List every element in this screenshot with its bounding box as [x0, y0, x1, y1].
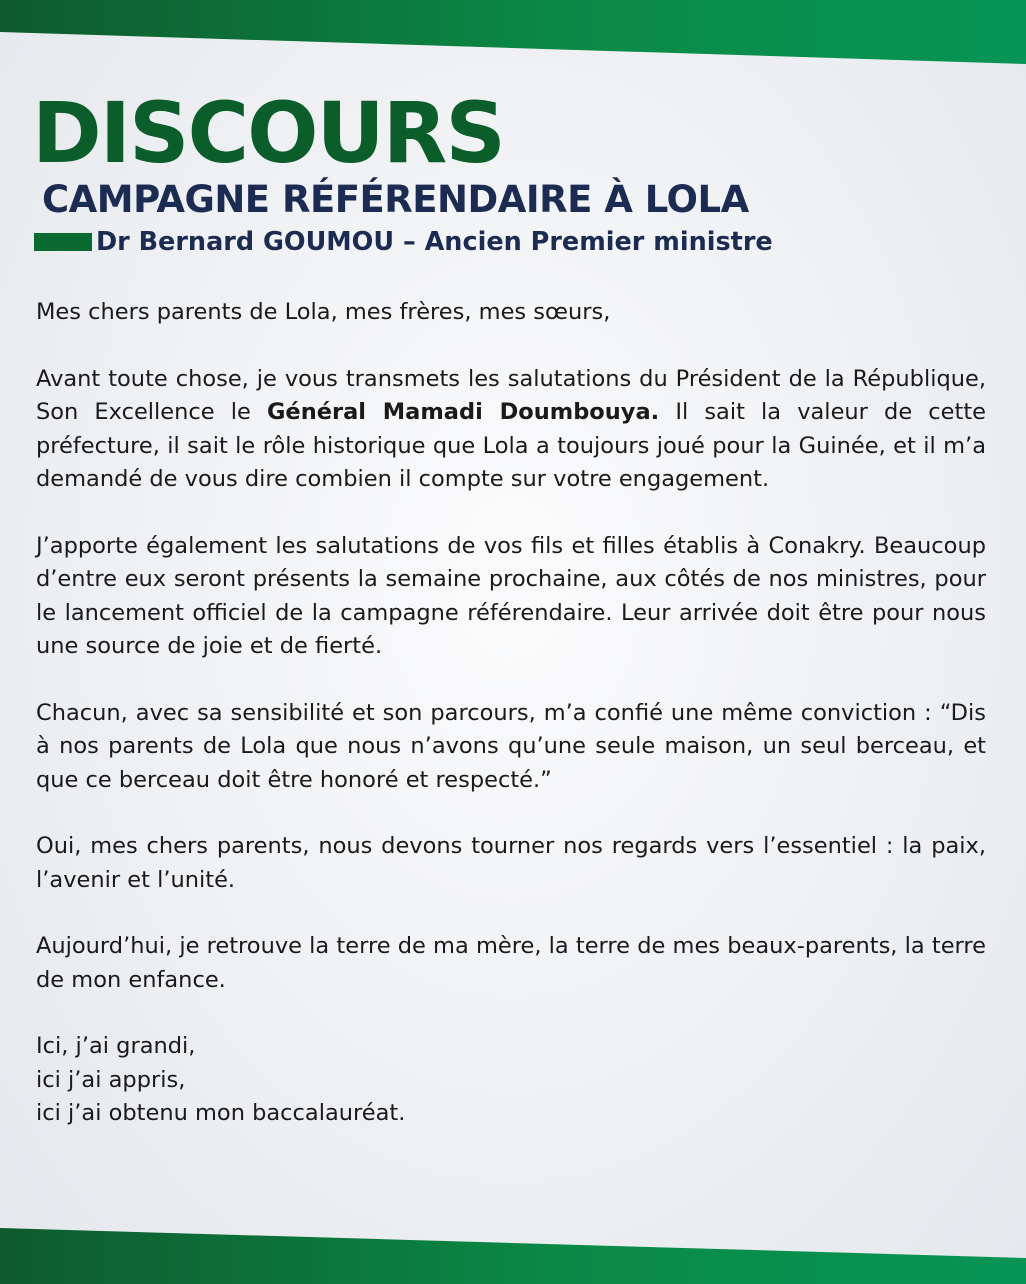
- closing-lines: [36, 1030, 986, 1131]
- paragraph-essentiel: Oui, mes chers parents, nous devons tourner nos regards vers l’essentiel : la paix, l’avenir et l’unité.: [36, 833, 986, 893]
- closing-line: ici j’ai appris,: [36, 1066, 186, 1093]
- paragraph-text: Il sait la valeur de cette préfecture, il sait le rôle historique que Lola a toujours joué pour la Guinée, et il m’a demandé de vous dire combien il compte sur votre engagement.: [36, 399, 986, 492]
- author-line: [34, 224, 773, 260]
- paragraph-terre: Aujourd’hui, je retrouve la terre de ma mère, la terre de mes beaux-parents, la terre de mon enfance.: [36, 933, 986, 993]
- speech-body: [36, 296, 986, 1164]
- page-subtitle: CAMPAGNE RÉFÉRENDAIRE À LOLA: [42, 178, 749, 221]
- bottom-green-band: [0, 1218, 1026, 1284]
- paragraph-text: Avant toute chose, je vous transmets les salutations du Président de la République, Son Excellence le: [36, 365, 986, 425]
- paragraph-salutations-president: [36, 363, 986, 497]
- greeting-paragraph: Mes chers parents de Lola, mes frères, mes sœurs,: [36, 299, 611, 325]
- green-accent-bar: [34, 233, 92, 251]
- closing-line: Ici, j’ai grandi,: [36, 1033, 196, 1059]
- page-title: DISCOURS: [32, 84, 504, 182]
- president-name: Général Mamadi Doumbouya.: [266, 399, 660, 425]
- paragraph-salutations-conakry: J’apporte également les salutations de vos fils et filles établis à Conakry. Beaucoup d’entre eux seront présents la semaine prochaine, aux côtés de nos ministres, pour le lancement officiel de la campagne référendaire. Leur arrivée doit être pour nous une source de joie et de fierté.: [36, 532, 986, 659]
- paragraph-conviction: Chacun, avec sa sensibilité et son parcours, m’a confié une même conviction : “Dis à nos parents de Lola que nous n’avons qu’une seule maison, un seul berceau, et que ce berceau doit être honoré et respecté.”: [36, 699, 986, 793]
- author-name: Dr Bernard GOUMOU – Ancien Premier ministre: [96, 227, 773, 257]
- top-green-band: [0, 0, 1026, 70]
- closing-line: ici j’ai obtenu mon baccalauréat.: [36, 1100, 406, 1126]
